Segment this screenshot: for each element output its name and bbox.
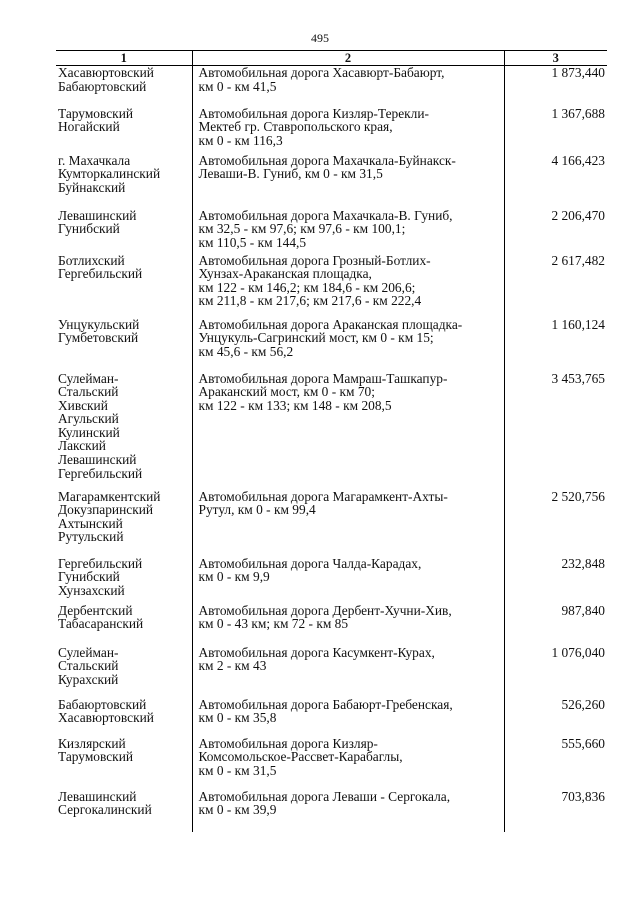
- district-cell: [56, 254, 192, 318]
- amount-cell: 555,660: [504, 737, 607, 790]
- district-name: Кулинский: [58, 424, 120, 440]
- road-description-line: Мектеб гр. Ставропольского края,: [198, 119, 393, 135]
- road-description-line: Автомобильная дорога Араканская площадка-: [198, 316, 463, 332]
- district-cell: [56, 737, 192, 790]
- district-cell: [56, 209, 192, 254]
- amount-cell: 3 453,765: [504, 372, 607, 490]
- district-name: Лакский: [58, 438, 106, 454]
- district-name: Сулейман-: [58, 644, 119, 660]
- district-name: Гунибский: [58, 221, 120, 237]
- road-description-cell: [192, 66, 504, 107]
- road-description-line: Араканский мост, км 0 - км 70;: [198, 384, 375, 400]
- district-name: Гунибский: [58, 569, 120, 585]
- road-description-line: Автомобильная дорога Дербент-Хучни-Хив,: [198, 602, 452, 618]
- road-description-line: Автомобильная дорога Кизляр-: [198, 735, 378, 751]
- road-description-cell: [192, 107, 504, 154]
- amount-cell: 2 520,756: [504, 490, 607, 557]
- district-name: Гергебильский: [58, 465, 143, 481]
- district-name: Ногайский: [58, 119, 120, 135]
- district-name: Тарумовский: [58, 105, 134, 121]
- district-name: Унцукульский: [58, 316, 140, 332]
- district-name: г. Махачкала: [58, 152, 131, 168]
- table-row: [56, 209, 607, 254]
- road-description-line: км 45,6 - км 56,2: [198, 343, 294, 359]
- road-description-line: Унцукуль-Сагринский мост, км 0 - км 15;: [198, 330, 434, 346]
- road-description-line: Автомобильная дорога Грозный-Ботлих-: [198, 252, 431, 268]
- column-header-amount: 3: [504, 51, 607, 66]
- district-name: Стальский: [58, 658, 119, 674]
- district-cell: [56, 318, 192, 372]
- table-row: [56, 66, 607, 107]
- district-name: Стальский: [58, 384, 119, 400]
- table-row: [56, 318, 607, 372]
- road-description-cell: [192, 604, 504, 646]
- district-name: Сулейман-: [58, 370, 119, 386]
- amount-cell: 4 166,423: [504, 154, 607, 209]
- district-name: Курахский: [58, 671, 119, 687]
- district-cell: [56, 557, 192, 604]
- district-name: Гумбетовский: [58, 330, 139, 346]
- district-name: Магарамкентский: [58, 488, 161, 504]
- road-description-line: км 211,8 - км 217,6; км 217,6 - км 222,4: [198, 293, 422, 309]
- amount-cell: 1 076,040: [504, 646, 607, 698]
- road-description-line: км 122 - км 146,2; км 184,6 - км 206,6;: [198, 279, 416, 295]
- district-name: Ботлихский: [58, 252, 125, 268]
- district-name: Гергебильский: [58, 266, 143, 282]
- amount-cell: 526,260: [504, 698, 607, 737]
- road-description-cell: [192, 557, 504, 604]
- district-name: Хунзахский: [58, 582, 125, 598]
- table-row: [56, 604, 607, 646]
- road-description-line: км 122 - км 133; км 148 - км 208,5: [198, 397, 392, 413]
- district-name: Гергебильский: [58, 555, 143, 571]
- district-name: Хивский: [58, 397, 108, 413]
- road-description-line: Автомобильная дорога Махачкала-Буйнакск-: [198, 152, 456, 168]
- table-row: [56, 790, 607, 832]
- table-row: [56, 557, 607, 604]
- column-header-road: 2: [192, 51, 504, 66]
- district-name: Бабаюртовский: [58, 696, 147, 712]
- road-description-line: км 0 - км 31,5: [198, 762, 277, 778]
- road-description-line: Автомобильная дорога Кизляр-Терекли-: [198, 105, 429, 121]
- road-description-cell: [192, 490, 504, 557]
- road-description-line: км 0 - км 41,5: [198, 78, 277, 94]
- table-row: [56, 372, 607, 490]
- district-cell: [56, 490, 192, 557]
- amount-cell: 2 617,482: [504, 254, 607, 318]
- road-description-line: Автомобильная дорога Хасавюрт-Бабаюрт,: [198, 65, 445, 80]
- table-row: [56, 154, 607, 209]
- district-name: Докузпаринский: [58, 502, 154, 518]
- road-description-cell: [192, 372, 504, 490]
- amount-cell: 2 206,470: [504, 209, 607, 254]
- table-row: [56, 107, 607, 154]
- district-name: Сергокалинский: [58, 802, 152, 818]
- district-name: Хасавюртовский: [58, 65, 154, 80]
- amount-cell: 987,840: [504, 604, 607, 646]
- district-name: Рутульский: [58, 529, 124, 545]
- table-row: [56, 490, 607, 557]
- road-description-line: км 0 - 43 км; км 72 - км 85: [198, 616, 349, 632]
- road-description-line: Автомобильная дорога Махачкала-В. Гуниб,: [198, 207, 453, 223]
- amount-cell: 703,836: [504, 790, 607, 832]
- district-name: Бабаюртовский: [58, 78, 147, 94]
- road-description-line: Автомобильная дорога Касумкент-Курах,: [198, 644, 435, 660]
- amount-cell: 1 160,124: [504, 318, 607, 372]
- table-row: [56, 254, 607, 318]
- road-description-cell: [192, 646, 504, 698]
- district-name: Левашинский: [58, 788, 137, 804]
- district-cell: [56, 790, 192, 832]
- amount-cell: 1 873,440: [504, 66, 607, 107]
- district-name: Левашинский: [58, 207, 137, 223]
- road-description-line: км 110,5 - км 144,5: [198, 234, 307, 250]
- district-name: Кизлярский: [58, 735, 126, 751]
- district-cell: [56, 646, 192, 698]
- district-cell: [56, 107, 192, 154]
- district-name: Агульский: [58, 411, 119, 427]
- district-cell: [56, 154, 192, 209]
- amount-cell: 232,848: [504, 557, 607, 604]
- district-name: Дербентский: [58, 602, 133, 618]
- district-name: Левашинский: [58, 452, 137, 468]
- road-description-cell: [192, 154, 504, 209]
- road-description-line: км 0 - км 9,9: [198, 569, 270, 585]
- road-description-line: км 32,5 - км 97,6; км 97,6 - км 100,1;: [198, 221, 406, 237]
- road-description-cell: [192, 254, 504, 318]
- road-description-line: Автомобильная дорога Чалда-Карадах,: [198, 555, 422, 571]
- amount-cell: 1 367,688: [504, 107, 607, 154]
- road-description-cell: [192, 790, 504, 832]
- table-body: [56, 66, 607, 832]
- road-description-line: км 0 - км 39,9: [198, 802, 277, 818]
- road-description-cell: [192, 698, 504, 737]
- road-description-cell: [192, 737, 504, 790]
- road-description-line: Хунзах-Араканская площадка,: [198, 266, 372, 282]
- district-cell: [56, 66, 192, 107]
- road-funding-table: [56, 50, 607, 832]
- road-description-line: Автомобильная дорога Леваши - Сергокала,: [198, 788, 451, 804]
- district-name: Табасаранский: [58, 616, 144, 632]
- road-description-line: Автомобильная дорога Бабаюрт-Гребенская,: [198, 696, 453, 712]
- road-description-line: Автомобильная дорога Мамраш-Ташкапур-: [198, 370, 448, 386]
- road-description-cell: [192, 318, 504, 372]
- district-cell: [56, 604, 192, 646]
- road-description-line: км 0 - км 35,8: [198, 710, 277, 726]
- table-row: [56, 646, 607, 698]
- district-name: Хасавюртовский: [58, 710, 154, 726]
- road-description-line: Автомобильная дорога Магарамкент-Ахты-: [198, 488, 448, 504]
- district-name: Буйнакский: [58, 179, 126, 195]
- district-name: Ахтынский: [58, 515, 123, 531]
- page-number: 495: [311, 31, 329, 45]
- road-description-cell: [192, 209, 504, 254]
- district-name: Кумторкалинский: [58, 166, 161, 182]
- road-description-line: Леваши-В. Гуниб, км 0 - км 31,5: [198, 166, 383, 182]
- column-header-districts: 1: [56, 51, 192, 66]
- district-cell: [56, 372, 192, 490]
- road-description-line: Рутул, км 0 - км 99,4: [198, 502, 316, 518]
- road-description-line: Комсомольское-Рассвет-Карабаглы,: [198, 749, 403, 765]
- district-cell: [56, 698, 192, 737]
- road-description-line: км 0 - км 116,3: [198, 132, 283, 148]
- district-name: Тарумовский: [58, 749, 134, 765]
- table-header-row: [56, 51, 607, 66]
- table-row: [56, 737, 607, 790]
- road-description-line: км 2 - км 43: [198, 658, 267, 674]
- table-row: [56, 698, 607, 737]
